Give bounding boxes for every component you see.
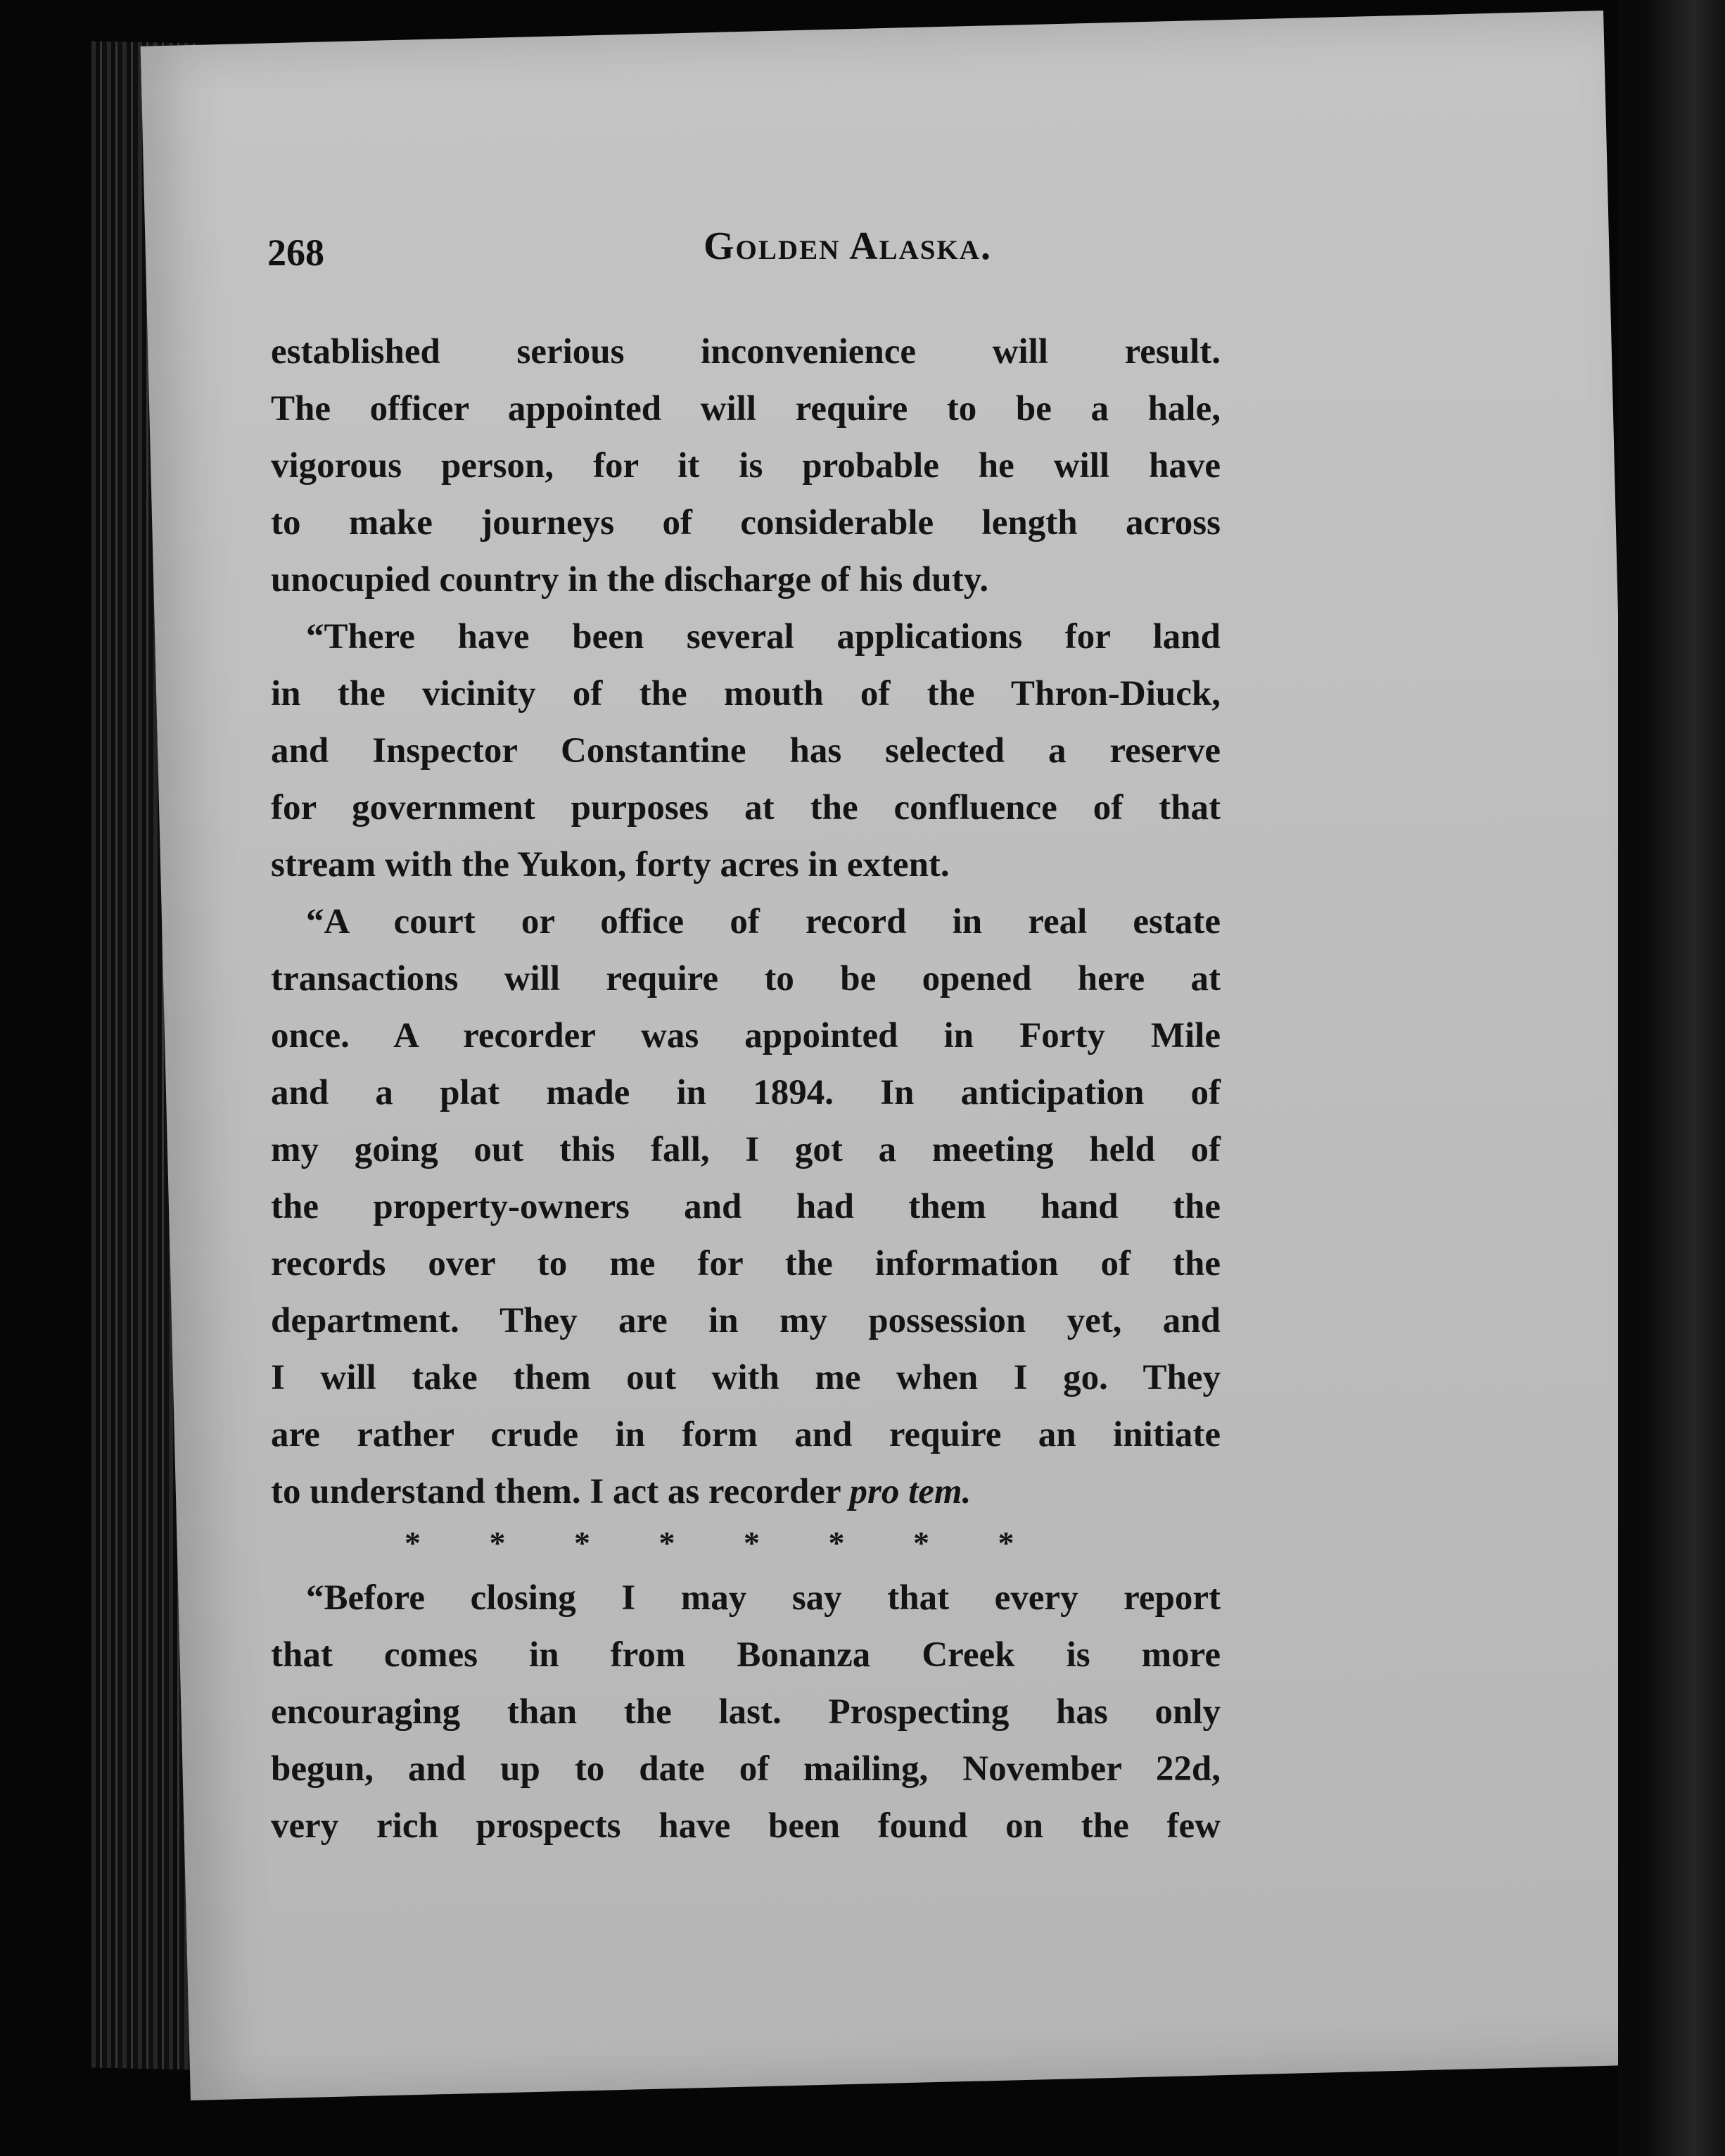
text-line: to make journeys of considerable length across	[271, 503, 1221, 543]
text-line: in the vicinity of the mouth of the Thron-Diuck,	[271, 674, 1221, 714]
text-line: transactions will require to be opened here at	[271, 959, 1221, 998]
text-line: begun, and up to date of mailing, November 22d,	[271, 1749, 1221, 1789]
text-line: very rich prospects have been found on the few	[271, 1806, 1221, 1846]
text-line: are rather crude in form and require an initiate	[271, 1415, 1221, 1454]
text-line: that comes in from Bonanza Creek is more	[271, 1635, 1221, 1675]
text-line: and Inspector Constantine has selected a reserve	[271, 731, 1221, 771]
text-line: and a plat made in 1894. In anticipation of	[271, 1073, 1221, 1112]
text-line: “Before closing I may say that every report	[306, 1578, 1221, 1618]
text-line: records over to me for the information of the	[271, 1244, 1221, 1283]
running-head: Golden Alaska.	[704, 224, 992, 268]
text-segment: to understand them. I act as recorder	[271, 1472, 841, 1511]
text-line: vigorous person, for it is probable he will have	[271, 446, 1221, 486]
text-line: department. They are in my possession yet, and	[271, 1301, 1221, 1340]
italic-phrase: pro tem.	[849, 1472, 972, 1511]
text-line: The officer appointed will require to be a hale,	[271, 389, 1221, 429]
text-line: for government purposes at the confluence of that	[271, 788, 1221, 827]
text-line: encouraging than the last. Prospecting has only	[271, 1692, 1221, 1732]
section-break-asterisks: * * * * * * * *	[405, 1525, 1014, 1561]
right-gutter	[1618, 0, 1646, 2156]
text-line: unocupied country in the discharge of his duty.	[271, 560, 989, 600]
text-line: my going out this fall, I got a meeting held of	[271, 1130, 1221, 1169]
text-line: established serious inconvenience will result.	[271, 332, 1221, 372]
text-line-final	[271, 1464, 1221, 1521]
text-line: I will take them out with me when I go. They	[271, 1358, 1221, 1397]
text-line: stream with the Yukon, forty acres in extent.	[271, 845, 950, 884]
text-line: the property-owners and had them hand the	[271, 1187, 1221, 1226]
text-line: once. A recorder was appointed in Forty Mile	[271, 1016, 1221, 1055]
text-line: “There have been several applications for land	[306, 617, 1221, 657]
page-number: 268	[267, 232, 324, 274]
facing-page-edge	[1646, 0, 1725, 2156]
body-text	[271, 324, 1221, 1855]
text-line: “A court or office of record in real estate	[306, 902, 1221, 941]
